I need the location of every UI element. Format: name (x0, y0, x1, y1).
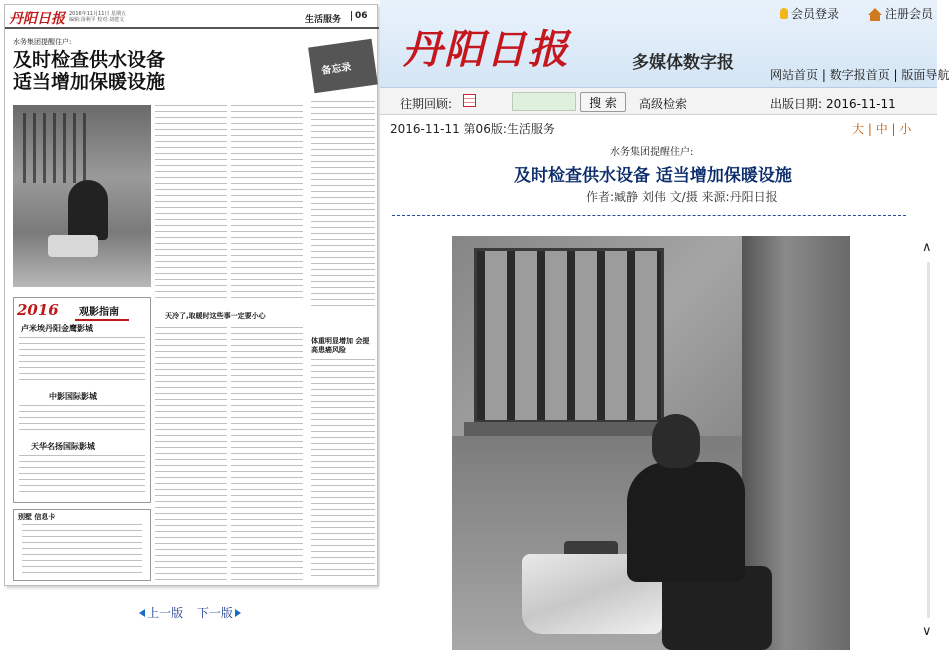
advanced-search-link[interactable]: 高级检索 (639, 97, 688, 111)
search-button[interactable]: 搜 索 (580, 92, 626, 112)
member-register-label: 注册会员 (885, 7, 934, 21)
cinema-name-2: 中影国际影城 (49, 392, 97, 401)
bulb-icon (780, 8, 788, 19)
page-pager (0, 604, 380, 621)
cinema-text (19, 337, 145, 385)
publish-date-value: 2016-11-11 (826, 97, 896, 111)
page-date (69, 11, 149, 23)
prev-page-label: 上一版 (147, 606, 184, 620)
page-panel (0, 0, 380, 650)
nav-list-link[interactable]: 版面导航 (901, 68, 949, 82)
text-column[interactable] (155, 327, 227, 581)
page-section: 生活服务 (305, 15, 342, 25)
text-column[interactable] (155, 105, 227, 303)
member-login-label: 会员登录 (791, 7, 840, 21)
movie-guide-title: 观影指南 (75, 303, 129, 321)
chevron-up-icon[interactable]: ∧ (922, 240, 932, 255)
home-icon (868, 8, 882, 15)
page-number: 06 (351, 11, 368, 21)
article-byline: 作者:臧静 刘伟 文/摄 来源:丹阳日报 (586, 190, 778, 204)
site-subtitle: 多媒体数字报 (632, 53, 734, 73)
chevron-down-icon[interactable]: ∨ (922, 624, 932, 639)
photo-sill (464, 422, 679, 436)
breadcrumb: 2016-11-11 第06版:生活服务 (390, 122, 555, 136)
site-nav: 网站首页 | 数字报首页 | 版面导航 (770, 68, 949, 82)
cinema-text (19, 455, 145, 497)
movie-guide-year: 2016 (17, 301, 59, 319)
article-panel (380, 0, 949, 650)
photo-person-head (652, 414, 700, 468)
page-photo-foil (48, 235, 98, 257)
memo-box (308, 39, 378, 93)
page-headline[interactable] (13, 49, 243, 93)
search-bar (380, 88, 937, 115)
page-headline-line2: 适当增加保暖设施 (13, 71, 166, 93)
font-size-small[interactable]: 小 (899, 122, 912, 136)
ad-text (22, 524, 142, 576)
article-photo (452, 236, 850, 650)
scrollbar-track[interactable] (927, 262, 930, 618)
font-size-medium[interactable]: 中 (875, 122, 888, 136)
page-subheadline-1[interactable]: 天冷了,取暖时这些事一定要小心 (165, 312, 266, 320)
cinema-text (19, 405, 145, 435)
nav-home-link[interactable]: 网站首页 (770, 68, 819, 82)
next-page-label: 下一版 (196, 606, 233, 620)
next-page-link[interactable] (197, 606, 241, 620)
page-photo-window (23, 113, 93, 183)
page-subheadline-2[interactable]: 体重明显增加 会提高患癌风险 (311, 337, 370, 354)
page-photo[interactable] (13, 105, 151, 287)
page-headline-line1: 及时检查供水设备 (13, 49, 166, 71)
page-photo-person (68, 180, 108, 240)
member-register-link[interactable] (868, 5, 933, 22)
page-editor-line: 编辑:汤利平 校对:刘建文 (69, 17, 124, 23)
prev-page-link[interactable] (139, 606, 183, 620)
search-input[interactable] (512, 92, 576, 111)
photo-person-body (627, 462, 745, 582)
memo-tag: 备忘录 (320, 61, 353, 77)
page-logo: 丹阳日报 (9, 11, 65, 27)
calendar-icon[interactable] (463, 94, 476, 107)
article-title: 及时检查供水设备 适当增加保暖设施 (514, 166, 792, 186)
cinema-name-1: 卢米埃丹阳金鹰影城 (21, 324, 93, 333)
site-banner (380, 0, 949, 88)
cinema-name-3: 天华名扬国际影城 (31, 442, 95, 451)
ad-title: 别墅 信息卡 (18, 513, 56, 521)
page-date-line: 2016年11月11日 星期五 (69, 11, 127, 17)
triangle-right-icon (235, 609, 241, 617)
photo-window-grille (474, 248, 664, 423)
triangle-left-icon (139, 609, 145, 617)
page-kicker: 水务集团提醒住户: (13, 38, 72, 46)
text-column[interactable] (311, 359, 375, 581)
divider (392, 215, 906, 216)
search-label: 往期回顾: (400, 97, 453, 111)
text-column[interactable] (311, 101, 375, 307)
publish-date-label: 出版日期: (770, 97, 823, 111)
article-kicker: 水务集团提醒住户: (610, 147, 694, 158)
site-logo[interactable]: 丹阳日报 (402, 26, 570, 73)
publish-date (770, 95, 896, 112)
scrollbar[interactable] (920, 236, 937, 650)
text-column[interactable] (231, 327, 303, 581)
font-size-switch: 大 | 中 | 小 (852, 122, 912, 136)
member-login-link[interactable] (780, 5, 839, 22)
newspaper-page-image[interactable] (4, 4, 378, 586)
nav-digital-link[interactable]: 数字报首页 (829, 68, 890, 82)
page-header (5, 5, 379, 29)
font-size-large[interactable]: 大 (852, 122, 865, 136)
ad-box[interactable] (13, 509, 151, 581)
text-column[interactable] (231, 105, 303, 303)
